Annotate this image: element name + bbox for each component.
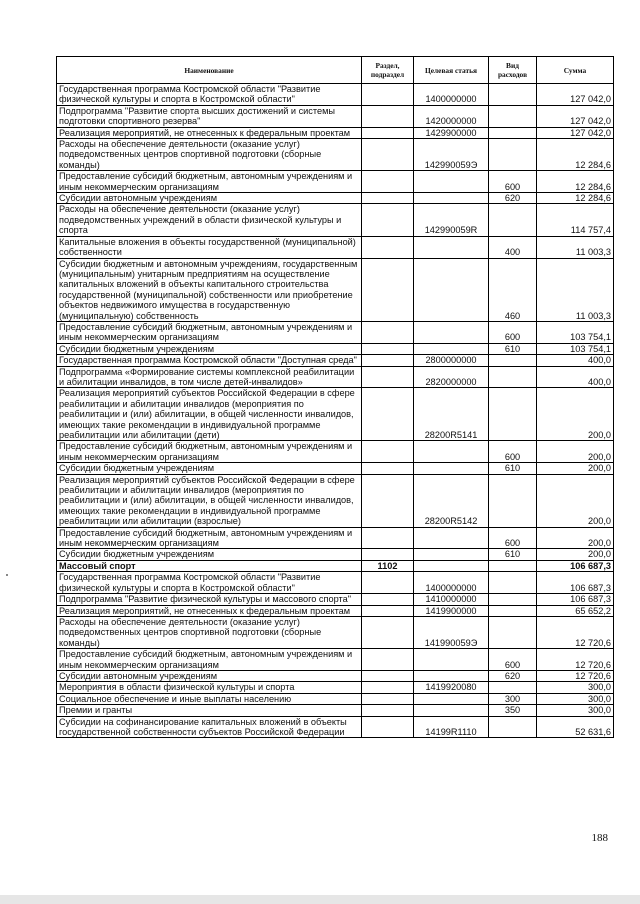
- table-row: [57, 572, 614, 594]
- cell-expense: [489, 572, 537, 594]
- cell-name: Реализация мероприятий, не отнесенных к федеральным проектам: [57, 605, 362, 616]
- cell-target: [414, 705, 489, 716]
- cell-target: 2820000000: [414, 366, 489, 388]
- cell-expense: [489, 474, 537, 527]
- cell-sum: 103 754,1: [537, 343, 614, 354]
- header-sum: Сумма: [537, 57, 614, 84]
- budget-table: [56, 56, 614, 738]
- cell-name: Субсидии бюджетным учреждениям: [57, 463, 362, 474]
- cell-expense: [489, 682, 537, 693]
- cell-section: [362, 527, 414, 549]
- cell-sum: 65 652,2: [537, 605, 614, 616]
- cell-sum: 127 042,0: [537, 127, 614, 138]
- footer-bar: [0, 895, 640, 904]
- cell-section: [362, 127, 414, 138]
- cell-section: [362, 705, 414, 716]
- cell-expense: 600: [489, 171, 537, 193]
- cell-sum: 114 757,4: [537, 204, 614, 236]
- cell-expense: 400: [489, 236, 537, 258]
- cell-sum: 106 687,3: [537, 572, 614, 594]
- cell-expense: 300: [489, 693, 537, 704]
- cell-sum: 12 720,6: [537, 670, 614, 681]
- cell-target: 1420000000: [414, 105, 489, 127]
- cell-expense: 620: [489, 670, 537, 681]
- cell-sum: 12 720,6: [537, 649, 614, 671]
- cell-sum: 11 003,3: [537, 236, 614, 258]
- cell-section: [362, 716, 414, 738]
- cell-sum: 200,0: [537, 388, 614, 441]
- cell-expense: [489, 105, 537, 127]
- cell-name: Субсидии бюджетным учреждениям: [57, 549, 362, 560]
- table-row: [57, 670, 614, 681]
- cell-section: [362, 388, 414, 441]
- table-row: [57, 355, 614, 366]
- table-row: [57, 171, 614, 193]
- cell-sum: 200,0: [537, 474, 614, 527]
- cell-name: Предоставление субсидий бюджетным, автономным учреждениям и иным некоммерческим организациям: [57, 527, 362, 549]
- table-row: [57, 366, 614, 388]
- cell-name: Субсидии автономным учреждениям: [57, 670, 362, 681]
- cell-section: [362, 204, 414, 236]
- cell-target: 1410000000: [414, 594, 489, 605]
- cell-target: 1419920080: [414, 682, 489, 693]
- cell-target: 2800000000: [414, 355, 489, 366]
- cell-expense: [489, 127, 537, 138]
- cell-target: [414, 649, 489, 671]
- cell-sum: 127 042,0: [537, 84, 614, 106]
- cell-sum: 300,0: [537, 705, 614, 716]
- cell-expense: 600: [489, 321, 537, 343]
- cell-section: [362, 441, 414, 463]
- cell-expense: 610: [489, 343, 537, 354]
- cell-name: Расходы на обеспечение деятельности (оказание услуг) подведомственных центров спортивной подготовки (сборные команды): [57, 139, 362, 171]
- cell-section: [362, 616, 414, 648]
- cell-target: 1400000000: [414, 572, 489, 594]
- cell-section: [362, 366, 414, 388]
- cell-name: Субсидии автономным учреждениям: [57, 193, 362, 204]
- cell-target: 141990059Э: [414, 616, 489, 648]
- cell-target: [414, 321, 489, 343]
- table-row: [57, 193, 614, 204]
- cell-name: Подпрограмма "Развитие спорта высших достижений и системы подготовки спортивного резерва": [57, 105, 362, 127]
- table-row: [57, 127, 614, 138]
- scan-mark: [6, 574, 8, 576]
- cell-name: Государственная программа Костромской области "Развитие физической культуры и спорта в Костромской области": [57, 84, 362, 106]
- cell-section: [362, 193, 414, 204]
- cell-section: [362, 463, 414, 474]
- cell-expense: [489, 594, 537, 605]
- cell-target: [414, 549, 489, 560]
- cell-sum: 200,0: [537, 549, 614, 560]
- cell-expense: 600: [489, 649, 537, 671]
- table-body: [57, 84, 614, 738]
- cell-name: Расходы на обеспечение деятельности (оказание услуг) подведомственных учреждений в области физической культуры и спорта: [57, 204, 362, 236]
- cell-name: Субсидии бюджетным и автономным учреждениям, государственным (муниципальным) унитарным предприятиям на осуществление капитальных вложений в объекты капитального строительства государственной (муниципальной) собственности или приобретение объектов недвижимого имущества в государственную (муниципальную) собственность: [57, 258, 362, 321]
- cell-name: Предоставление субсидий бюджетным, автономным учреждениям и иным некоммерческим организациям: [57, 171, 362, 193]
- cell-name: Подпрограмма «Формирование системы комплексной реабилитации и абилитации инвалидов, в том числе детей-инвалидов»: [57, 366, 362, 388]
- cell-section: [362, 258, 414, 321]
- cell-expense: 460: [489, 258, 537, 321]
- table-row: [57, 716, 614, 738]
- cell-target: [414, 193, 489, 204]
- cell-section: [362, 649, 414, 671]
- table-row: [57, 705, 614, 716]
- cell-sum: 12 720,6: [537, 616, 614, 648]
- cell-section: [362, 321, 414, 343]
- cell-name: Подпрограмма "Развитие физической культуры и массового спорта": [57, 594, 362, 605]
- cell-sum: 300,0: [537, 693, 614, 704]
- header-name: Наименование: [57, 57, 362, 84]
- cell-name: Предоставление субсидий бюджетным, автономным учреждениям и иным некоммерческим организациям: [57, 649, 362, 671]
- cell-name: Мероприятия в области физической культуры и спорта: [57, 682, 362, 693]
- table-row: [57, 693, 614, 704]
- cell-sum: 200,0: [537, 441, 614, 463]
- cell-sum: 400,0: [537, 366, 614, 388]
- cell-section: [362, 84, 414, 106]
- cell-sum: 103 754,1: [537, 321, 614, 343]
- table-row: [57, 463, 614, 474]
- cell-section: [362, 670, 414, 681]
- cell-expense: [489, 560, 537, 571]
- cell-target: 1419900000: [414, 605, 489, 616]
- table-row: [57, 527, 614, 549]
- cell-target: 142990059R: [414, 204, 489, 236]
- table-row: [57, 549, 614, 560]
- table-row: [57, 139, 614, 171]
- table-row: [57, 649, 614, 671]
- cell-sum: 11 003,3: [537, 258, 614, 321]
- cell-target: [414, 441, 489, 463]
- cell-target: 1400000000: [414, 84, 489, 106]
- table-row: [57, 474, 614, 527]
- table-row: [57, 321, 614, 343]
- cell-sum: 12 284,6: [537, 139, 614, 171]
- cell-sum: 200,0: [537, 463, 614, 474]
- table-row: [57, 441, 614, 463]
- cell-target: [414, 236, 489, 258]
- cell-expense: [489, 366, 537, 388]
- cell-name: Реализация мероприятий, не отнесенных к федеральным проектам: [57, 127, 362, 138]
- cell-expense: 600: [489, 527, 537, 549]
- cell-section: [362, 549, 414, 560]
- header-expense: Вид расходов: [489, 57, 537, 84]
- cell-sum: 12 284,6: [537, 171, 614, 193]
- table-header-row: [57, 57, 614, 84]
- table-row: [57, 236, 614, 258]
- cell-section: [362, 171, 414, 193]
- header-section: Раздел, подраздел: [362, 57, 414, 84]
- header-target: Целевая статья: [414, 57, 489, 84]
- cell-section: [362, 693, 414, 704]
- cell-expense: [489, 616, 537, 648]
- cell-target: 142990059Э: [414, 139, 489, 171]
- cell-section: [362, 474, 414, 527]
- table-row: [57, 105, 614, 127]
- cell-section: [362, 355, 414, 366]
- cell-expense: [489, 139, 537, 171]
- table-row: [57, 258, 614, 321]
- cell-section: [362, 236, 414, 258]
- cell-target: [414, 693, 489, 704]
- cell-target: [414, 670, 489, 681]
- cell-name: Субсидии бюджетным учреждениям: [57, 343, 362, 354]
- cell-name: Государственная программа Костромской области "Доступная среда": [57, 355, 362, 366]
- cell-section: [362, 139, 414, 171]
- cell-name: Реализация мероприятий субъектов Российской Федерации в сфере реабилитации и абилитации инвалидов (мероприятия по реабилитации и (или) абилитации, в общей численности инвалидов, имеющих такие рекомендации в индивидуальной программе реабилитации или абилитации (дети): [57, 388, 362, 441]
- cell-section: [362, 572, 414, 594]
- cell-sum: 106 687,3: [537, 594, 614, 605]
- cell-section: [362, 105, 414, 127]
- cell-expense: 610: [489, 549, 537, 560]
- cell-expense: 610: [489, 463, 537, 474]
- cell-expense: [489, 388, 537, 441]
- cell-expense: [489, 605, 537, 616]
- cell-target: [414, 171, 489, 193]
- cell-target: [414, 258, 489, 321]
- cell-name: Премии и гранты: [57, 705, 362, 716]
- cell-section: [362, 682, 414, 693]
- cell-section: [362, 343, 414, 354]
- cell-sum: 400,0: [537, 355, 614, 366]
- cell-name: Социальное обеспечение и иные выплаты населению: [57, 693, 362, 704]
- cell-name: Предоставление субсидий бюджетным, автономным учреждениям и иным некоммерческим организациям: [57, 321, 362, 343]
- cell-target: 28200R5142: [414, 474, 489, 527]
- cell-name: Расходы на обеспечение деятельности (оказание услуг) подведомственных центров спортивной подготовки (сборные команды): [57, 616, 362, 648]
- cell-section: 1102: [362, 560, 414, 571]
- cell-target: 28200R5141: [414, 388, 489, 441]
- cell-section: [362, 594, 414, 605]
- cell-sum: 200,0: [537, 527, 614, 549]
- cell-sum: 52 631,6: [537, 716, 614, 738]
- cell-expense: [489, 716, 537, 738]
- cell-name: Капитальные вложения в объекты государственной (муниципальной) собственности: [57, 236, 362, 258]
- table-row: [57, 343, 614, 354]
- cell-name: Предоставление субсидий бюджетным, автономным учреждениям и иным некоммерческим организациям: [57, 441, 362, 463]
- cell-expense: [489, 84, 537, 106]
- cell-target: [414, 560, 489, 571]
- cell-target: [414, 463, 489, 474]
- cell-expense: 600: [489, 441, 537, 463]
- cell-target: [414, 527, 489, 549]
- cell-sum: 127 042,0: [537, 105, 614, 127]
- cell-expense: [489, 355, 537, 366]
- page-number: 188: [591, 832, 608, 844]
- table-row: [57, 682, 614, 693]
- table-row: [57, 616, 614, 648]
- table-row: [57, 388, 614, 441]
- cell-target: [414, 343, 489, 354]
- cell-target: 14199R1110: [414, 716, 489, 738]
- cell-name: Государственная программа Костромской области "Развитие физической культуры и спорта в Костромской области": [57, 572, 362, 594]
- cell-sum: 106 687,3: [537, 560, 614, 571]
- cell-expense: [489, 204, 537, 236]
- table-row: [57, 594, 614, 605]
- cell-name: Субсидии на софинансирование капитальных вложений в объекты государственной собственности субъектов Российской Федерации: [57, 716, 362, 738]
- table-row: [57, 605, 614, 616]
- cell-name: Массовый спорт: [57, 560, 362, 571]
- table-row: [57, 560, 614, 571]
- cell-name: Реализация мероприятий субъектов Российской Федерации в сфере реабилитации и абилитации инвалидов (мероприятия по реабилитации и (или) абилитации, в общей численности инвалидов, имеющих такие рекомендации в индивидуальной программе реабилитации или абилитации (взрослые): [57, 474, 362, 527]
- table-row: [57, 204, 614, 236]
- cell-expense: 350: [489, 705, 537, 716]
- cell-sum: 300,0: [537, 682, 614, 693]
- cell-expense: 620: [489, 193, 537, 204]
- cell-target: 1429900000: [414, 127, 489, 138]
- cell-section: [362, 605, 414, 616]
- cell-sum: 12 284,6: [537, 193, 614, 204]
- table-row: [57, 84, 614, 106]
